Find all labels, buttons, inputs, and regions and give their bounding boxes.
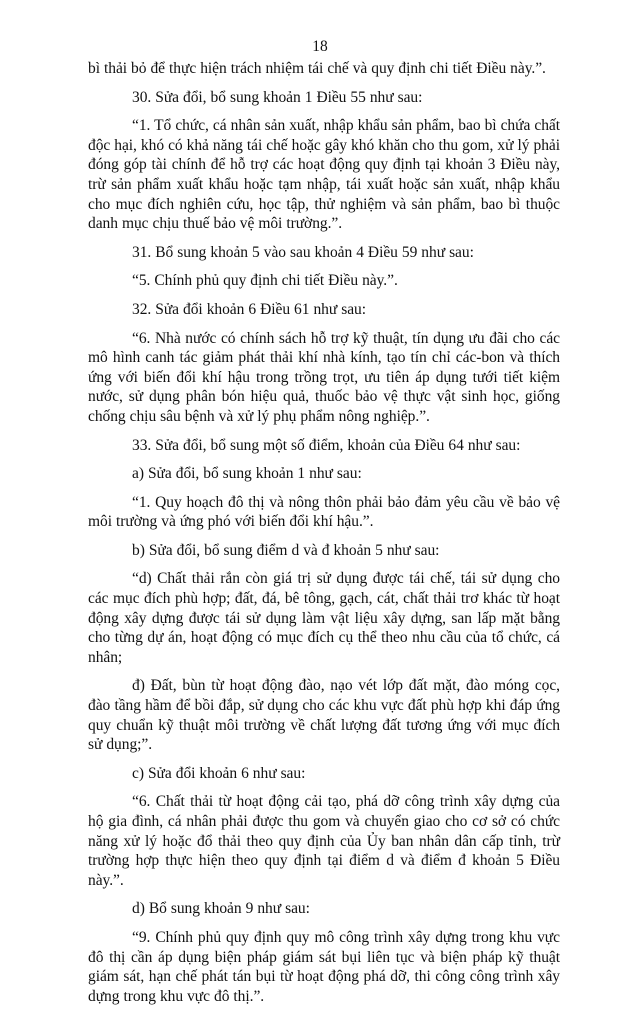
paragraph-point-a: a) Sửa đổi, bổ sung khoản 1 như sau:: [132, 465, 362, 483]
paragraph-quote-article-61: “6. Nhà nước có chính sách hỗ trợ kỹ thuật, tín dụng ưu đãi cho các mô hình canh tác giảm phát thải khí nhà kính, tạo tín chỉ các-bon và thích ứng với biến đổi khí hậu trong trồng trọt, ưu tiên áp dụng tưới tiết kiệm nước, sử dụng phân bón hiệu quả, thuốc bảo vệ thực vật sinh học, giống chống chịu sâu bệnh và xử lý phụ phẩm nông nghiệp.”.: [88, 329, 560, 425]
paragraph-quote-point-d: “d) Chất thải rắn còn giá trị sử dụng được tái chế, tái sử dụng cho các mục đích phù hợp; đất, đá, bê tông, gạch, cát, chất thải trơ khác từ hoạt động xây dựng được tái sử dụng làm vật liệu xây dựng, san lấp mặt bằng cho từng dự án, hoạt động có mục đích cụ thể theo nhu cầu của tổ chức, cá nhân;: [88, 570, 560, 666]
paragraph-point-b: b) Sửa đổi, bổ sung điểm d và đ khoản 5 như sau:: [132, 541, 440, 559]
paragraph-quote-clause-1: “1. Quy hoạch đô thị và nông thôn phải bảo đảm yêu cầu về bảo vệ môi trường và ứng phó với biến đổi khí hậu.”.: [88, 493, 560, 531]
document-body: [88, 59, 560, 1015]
paragraph-quote-clause-9: “9. Chính phủ quy định quy mô công trình xây dựng trong khu vực đô thị cần áp dụng biện pháp giám sát bụi liên tục và biện pháp kỹ thuật giám sát, hạn chế phát tán bụi từ hoạt động phá dỡ, thi công công trình xây dựng trong khu vực đô thị.”.: [88, 928, 560, 1005]
paragraph-item-33: 33. Sửa đổi, bổ sung một số điểm, khoản của Điều 64 như sau:: [132, 436, 521, 454]
paragraph-item-32: 32. Sửa đổi khoản 6 Điều 61 như sau:: [132, 300, 367, 318]
paragraph-point-c: c) Sửa đổi khoản 6 như sau:: [132, 764, 306, 782]
paragraph-continuation: bì thải bỏ để thực hiện trách nhiệm tái chế và quy định chi tiết Điều này.”.: [88, 60, 546, 77]
paragraph-quote-article-59: “5. Chính phủ quy định chi tiết Điều này.”.: [132, 272, 398, 290]
page-number: 18: [312, 38, 328, 55]
paragraph-quote-point-dd: đ) Đất, bùn từ hoạt động đào, nạo vét lớp đất mặt, đào móng cọc, đào tầng hầm để bồi đắp, sử dụng cho các khu vực đất phù hợp khi đáp ứng quy chuẩn kỹ thuật môi trường về chất lượng đất tương ứng với mục đích sử dụng;”.: [88, 677, 560, 754]
paragraph-item-30: 30. Sửa đổi, bổ sung khoản 1 Điều 55 như sau:: [132, 88, 423, 106]
paragraph-quote-clause-6: “6. Chất thải từ hoạt động cải tạo, phá dỡ công trình xây dựng của hộ gia đình, cá nhân phải được thu gom và chuyển giao cho cơ sở có chức năng xử lý hoặc đổ thải theo quy định của Ủy ban nhân dân cấp tỉnh, trừ trường hợp thực hiện theo quy định tại điểm d và điểm đ khoản 5 Điều này.”.: [88, 793, 560, 889]
paragraph-quote-article-55: “1. Tổ chức, cá nhân sản xuất, nhập khẩu sản phẩm, bao bì chứa chất độc hại, khó có khả năng tái chế hoặc gây khó khăn cho thu gom, xử lý phải đóng góp tài chính để hỗ trợ các hoạt động quy định tại khoản 3 Điều này, trừ sản phẩm xuất khẩu hoặc tạm nhập, tái xuất hoặc sản xuất, nhập khẩu cho mục đích nghiên cứu, học tập, thử nghiệm và sản phẩm, bao bì thuộc danh mục chịu thuế bảo vệ môi trường.”.: [88, 117, 560, 233]
paragraph-point-d: d) Bổ sung khoản 9 như sau:: [132, 900, 310, 918]
paragraph-item-31: 31. Bổ sung khoản 5 vào sau khoản 4 Điều 59 như sau:: [132, 243, 474, 261]
